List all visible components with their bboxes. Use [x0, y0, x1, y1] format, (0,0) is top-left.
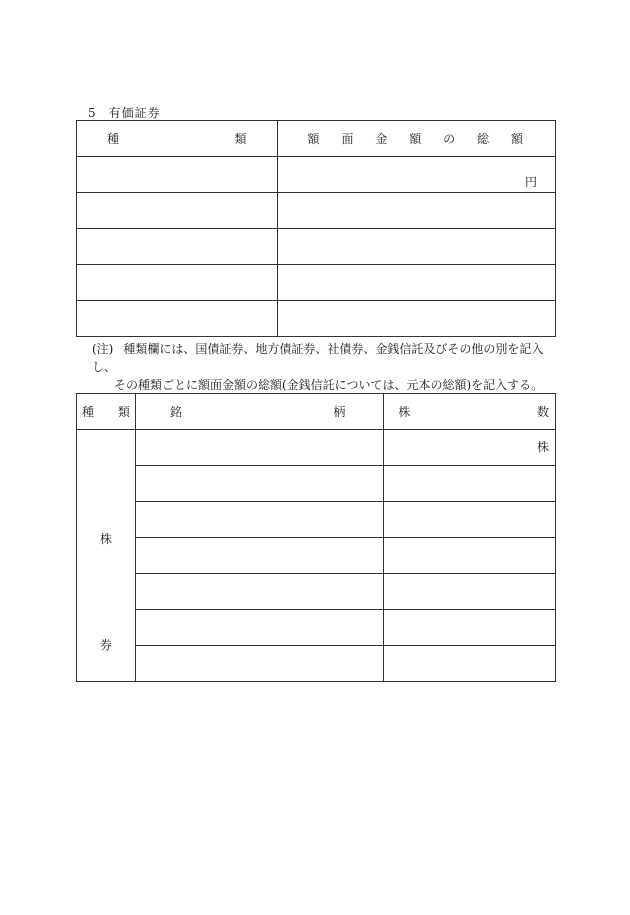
securities-table-header — [77, 121, 556, 157]
header-face-amount-total — [277, 121, 555, 157]
header-face-char: 額 — [307, 132, 320, 146]
kind-cell[interactable] — [77, 229, 278, 265]
table-row — [77, 193, 556, 229]
table-row — [77, 502, 556, 538]
header-face-char: 面 — [341, 132, 354, 146]
note-label: (注) — [92, 342, 114, 356]
header-name — [135, 394, 383, 430]
note-line-1 — [92, 340, 562, 376]
kind-cell[interactable] — [77, 301, 278, 337]
header-kind-char-1: 種 — [107, 132, 120, 146]
header-count-char-1: 株 — [398, 405, 411, 419]
kind-cell[interactable] — [77, 265, 278, 301]
table-row — [77, 229, 556, 265]
stock-table-header — [77, 394, 556, 430]
table-row — [77, 265, 556, 301]
header-kind-char-1: 種 — [82, 405, 95, 419]
section-number: 5 — [88, 106, 97, 120]
amount-cell[interactable] — [277, 265, 555, 301]
header-kind-char-2: 類 — [117, 405, 130, 419]
table-row — [77, 301, 556, 337]
note-line-1-text: 種類欄には、国債証券、地方債証券、社債券、金銭信託及びその他の別を記入し、 — [92, 342, 544, 374]
amount-cell[interactable] — [277, 301, 555, 337]
table-row — [77, 538, 556, 574]
table-row — [77, 574, 556, 610]
amount-cell[interactable] — [277, 157, 555, 193]
table-row — [77, 646, 556, 682]
header-name-char-1: 銘 — [169, 405, 182, 419]
count-cell[interactable] — [384, 430, 556, 466]
section-title — [88, 104, 161, 121]
name-cell[interactable] — [135, 610, 383, 646]
table-row — [77, 466, 556, 502]
count-cell[interactable] — [384, 466, 556, 502]
count-cell[interactable] — [384, 502, 556, 538]
count-cell[interactable] — [384, 646, 556, 682]
header-face-char: 額 — [510, 132, 523, 146]
name-cell[interactable] — [135, 574, 383, 610]
kind-cell[interactable] — [77, 193, 278, 229]
kind-stock-certificate-cell — [77, 430, 136, 682]
header-face-char: 金 — [375, 132, 388, 146]
amount-cell[interactable] — [277, 229, 555, 265]
header-kind-char-2: 類 — [234, 132, 247, 146]
kind-char-2: 券 — [99, 638, 112, 652]
share-unit: 株 — [536, 440, 549, 454]
header-face-char: 総 — [477, 132, 490, 146]
section-title-text: 有価証券 — [108, 106, 161, 120]
name-cell[interactable] — [135, 538, 383, 574]
header-kind — [77, 394, 136, 430]
table-row — [77, 157, 556, 193]
count-cell[interactable] — [384, 610, 556, 646]
note — [92, 340, 562, 394]
name-cell[interactable] — [135, 430, 383, 466]
kind-cell[interactable] — [77, 157, 278, 193]
count-cell[interactable] — [384, 574, 556, 610]
count-cell[interactable] — [384, 538, 556, 574]
name-cell[interactable] — [135, 502, 383, 538]
table-row — [77, 610, 556, 646]
stock-table — [76, 393, 556, 682]
header-face-char: の — [443, 132, 456, 146]
header-face-char: 額 — [409, 132, 422, 146]
securities-table — [76, 120, 556, 337]
table-row — [77, 430, 556, 466]
header-name-char-2: 柄 — [333, 405, 346, 419]
yen-unit: 円 — [524, 175, 537, 189]
name-cell[interactable] — [135, 646, 383, 682]
header-kind — [77, 121, 278, 157]
amount-cell[interactable] — [277, 193, 555, 229]
note-line-2: その種類ごとに額面金額の総額(金銭信託については、元本の総額)を記入する。 — [114, 378, 544, 392]
name-cell[interactable] — [135, 466, 383, 502]
header-count-char-2: 数 — [536, 405, 549, 419]
kind-char-1: 株 — [99, 532, 112, 546]
header-share-count — [384, 394, 556, 430]
